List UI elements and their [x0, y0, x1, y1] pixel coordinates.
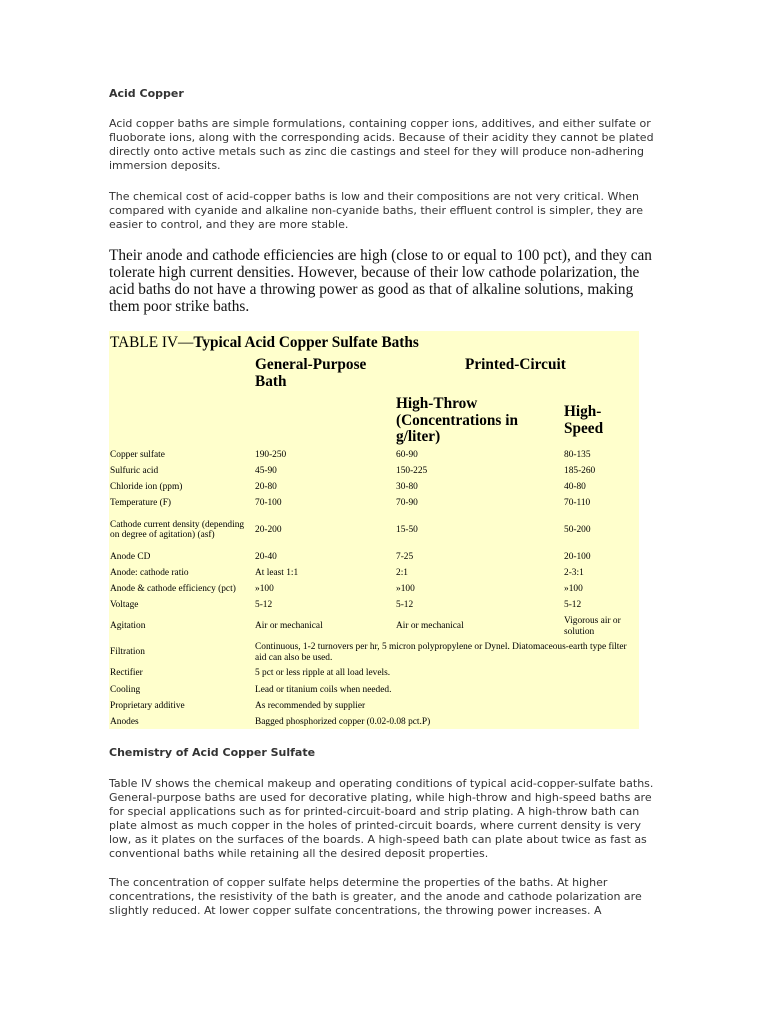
general-purpose-value: 45-90 [255, 466, 277, 477]
table-row [109, 447, 639, 463]
row-label: Voltage [110, 600, 139, 611]
table-title-prefix: TABLE IV— [110, 334, 194, 351]
row-label: Anode CD [110, 551, 151, 562]
table-row [109, 640, 639, 666]
span-value: 5 pct or less ripple at all load levels. [255, 668, 391, 679]
high-speed-value: 80-135 [564, 449, 591, 460]
general-purpose-value: 20-80 [255, 482, 277, 493]
table-row [109, 614, 639, 640]
row-label: Agitation [110, 621, 146, 632]
paragraph-5: The concentration of copper sulfate helps determine the properties of the baths. At higher concentrations, the resistivity of the bath is greater, and the anode and cathode polarization are slightly reduced. At lower copper sulfate concentrations, the throwing power increases. A [109, 876, 642, 917]
high-speed-value: Vigorous air or solution [564, 616, 621, 637]
table-row [109, 565, 639, 581]
high-speed-value: 5-12 [564, 600, 582, 611]
high-throw-value: 150-225 [396, 466, 428, 477]
general-purpose-value: 20-40 [255, 551, 277, 562]
high-throw-value: 7-25 [396, 551, 414, 562]
table-row [109, 549, 639, 565]
span-value: As recommended by supplier [255, 700, 366, 711]
table-iv [109, 331, 639, 729]
table-row [109, 714, 639, 730]
high-speed-value: 40-80 [564, 482, 586, 493]
high-throw-value: 5-12 [396, 600, 414, 611]
table-row [109, 479, 639, 495]
row-label: Anode & cathode efficiency (pct) [110, 583, 236, 594]
table-row [109, 581, 639, 597]
high-speed-value: 2-3:1 [564, 567, 584, 578]
span-value: Bagged phosphorized copper (0.02-0.08 pct.P) [255, 716, 431, 727]
high-speed-value: »100 [564, 583, 583, 594]
row-label: Cathode current density (depending on degree of agitation) (asf) [110, 519, 245, 541]
high-speed-value: 185-260 [564, 466, 596, 477]
row-label: Copper sulfate [110, 449, 165, 460]
table-row [109, 698, 639, 714]
high-throw-value: »100 [396, 583, 415, 594]
high-speed-value: 20-100 [564, 551, 591, 562]
high-speed-value: 70-110 [564, 498, 591, 509]
col-head-general-purpose: General-Purpose Bath [255, 356, 367, 390]
table-row [109, 666, 639, 682]
general-purpose-value: 190-250 [255, 449, 287, 460]
row-label: Anodes [110, 716, 139, 727]
high-throw-value: 2:1 [396, 567, 408, 578]
table-row [109, 512, 639, 549]
row-label: Anode: cathode ratio [110, 567, 189, 578]
col-head-high-throw: High-Throw (Concentrations in g/liter) [396, 395, 518, 445]
span-value: Lead or titanium coils when needed. [255, 684, 392, 695]
paragraph-3: Their anode and cathode efficiencies are high (close to or equal to 100 pct), and they can tolerate high current densities. However, because of their low cathode polarization, the acid baths do not have a throwing power as good as that of alkaline solutions, making them poor strike baths. [109, 247, 652, 315]
general-purpose-value: Air or mechanical [255, 621, 323, 632]
section-heading-chemistry: Chemistry of Acid Copper Sulfate [109, 746, 316, 759]
table-row [109, 463, 639, 479]
paragraph-1: Acid copper baths are simple formulations, containing copper ions, additives, and either sulfate or fluoborate ions, along with the corresponding acids. Because of their acidity they cannot be plated directly onto active metals such as zinc die castings and steel for they will produce non-adhering immersion deposits. [109, 117, 654, 172]
general-purpose-value: At least 1:1 [255, 567, 299, 578]
col-head-high-speed: High-Speed [564, 403, 604, 437]
high-throw-value: 15-50 [396, 525, 418, 535]
high-throw-value: Air or mechanical [396, 621, 464, 632]
general-purpose-value: 5-12 [255, 600, 273, 611]
table-row [109, 682, 639, 698]
high-throw-value: 60-90 [396, 449, 418, 460]
high-throw-value: 30-80 [396, 482, 418, 493]
general-purpose-value: »100 [255, 583, 274, 594]
high-speed-value: 50-200 [564, 525, 591, 535]
row-label: Cooling [110, 684, 141, 695]
row-label: Proprietary additive [110, 700, 185, 711]
row-label: Rectifier [110, 668, 143, 679]
paragraph-2: The chemical cost of acid-copper baths is low and their compositions are not very critical. When compared with cyanide and alkaline non-cyanide baths, their effluent control is simpler, they are easier to control, and they are more stable. [109, 190, 643, 231]
general-purpose-value: 20-200 [255, 525, 282, 535]
high-throw-value: 70-90 [396, 498, 418, 509]
row-label: Sulfuric acid [110, 466, 159, 477]
table-body [109, 447, 639, 730]
section-heading-acid-copper: Acid Copper [109, 87, 184, 100]
row-label: Temperature (F) [110, 498, 172, 509]
table-title [110, 334, 419, 352]
span-value: Continuous, 1-2 turnovers per hr, 5 micron polypropylene or Dynel. Diatomaceous-earth type filter aid can also be used. [255, 642, 627, 663]
table-title-bold: Typical Acid Copper Sulfate Baths [193, 334, 419, 351]
col-head-printed-circuit: Printed-Circuit [465, 356, 566, 373]
general-purpose-value: 70-100 [255, 498, 282, 509]
row-label: Chloride ion (ppm) [110, 482, 183, 493]
table-row [109, 496, 639, 512]
row-label: Filtration [110, 647, 145, 658]
table-row [109, 597, 639, 613]
paragraph-4: Table IV shows the chemical makeup and operating conditions of typical acid-copper-sulfate baths. General-purpose baths are used for decorative plating, while high-throw and high-speed baths are for special applications such as for printed-circuit-board and strip plating. A high-throw bath can plate almost as much copper in the holes of printed-circuit boards, where current density is very low, as it plates on the surfaces of the boards. A high-speed bath can plate about twice as fast as conventional baths while retaining all the desired deposit properties. [109, 777, 654, 860]
